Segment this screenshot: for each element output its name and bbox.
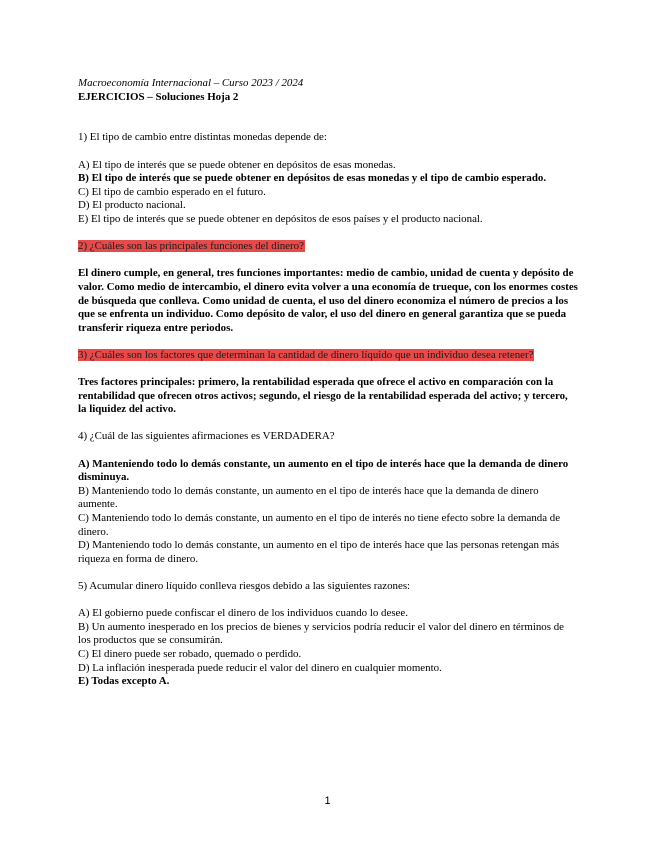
- q5-option-a: A) El gobierno puede confiscar el dinero de los individuos cuando lo desee.: [78, 607, 408, 620]
- q1-option-e: E) El tipo de interés que se puede obtener en depósitos de esos países y el producto nacional.: [78, 212, 483, 225]
- q1-option-b-correct: B) El tipo de interés que se puede obtener en depósitos de esas monedas y el tipo de cambio esperado.: [78, 172, 547, 185]
- question-1: 1) El tipo de cambio entre distintas monedas depende de:: [78, 131, 327, 144]
- q5-option-e-correct: E) Todas excepto A.: [78, 675, 170, 688]
- q5-option-b: B) Un aumento inesperado en los precios de bienes y servicios podría reducir el valor del dinero en términos de los productos que se consumirán.: [78, 620, 564, 647]
- q1-option-d: D) El producto nacional.: [78, 199, 186, 212]
- page-number: 1: [324, 795, 331, 807]
- question-5: 5) Acumular dinero líquido conlleva riesgos debido a las siguientes razones:: [78, 579, 411, 592]
- page-title: EJERCICIOS – Soluciones Hoja 2: [78, 90, 239, 103]
- q1-option-c: C) El tipo de cambio esperado en el futuro.: [78, 185, 266, 198]
- q1-option-a: A) El tipo de interés que se puede obtener en depósitos de esas monedas.: [78, 158, 396, 171]
- q4-option-b: B) Manteniendo todo lo demás constante, un aumento en el tipo de interés hace que la demanda de dinero aumente.: [78, 484, 539, 511]
- q4-option-d: D) Manteniendo todo lo demás constante, un aumento en el tipo de interés hace que las personas retengan más riqueza en forma de dinero.: [78, 539, 560, 565]
- q4-option-c: C) Manteniendo todo lo demás constante, un aumento en el tipo de interés no tiene efecto sobre la demanda de dinero.: [78, 512, 561, 538]
- document-body: [78, 77, 578, 689]
- q4-option-a-correct: A) Manteniendo todo lo demás constante, un aumento en el tipo de interés hace que la demanda de dinero disminuya.: [78, 457, 569, 484]
- question-2-highlighted: 2) ¿Cuáles son las principales funciones del dinero?: [78, 240, 304, 253]
- question-3-highlighted: 3) ¿Cuáles son los factores que determinan la cantidad de dinero líquido que un individuo desea retener?: [78, 348, 534, 361]
- course-header: Macroeconomía Internacional – Curso 2023 / 2024: [78, 77, 304, 89]
- question-4: 4) ¿Cuál de las siguientes afirmaciones es VERDADERA?: [78, 430, 335, 443]
- q5-option-c: C) El dinero puede ser robado, quemado o perdido.: [78, 647, 302, 660]
- q5-option-d: D) La inflación inesperada puede reducir el valor del dinero en cualquier momento.: [78, 661, 442, 674]
- q2-answer: El dinero cumple, en general, tres funciones importantes: medio de cambio, unidad de cuenta y depósito de valor. Como medio de intercambio, el dinero evita volver a una economía de trueque, con los enormes costes de búsqueda que conlleva. Como unidad de cuenta, el uso del dinero economiza el número de precios a los que se enfrenta un individuo. Como depósito de valor, el uso del dinero en general garantiza que se pueda transferir riqueza entre periodos.: [78, 267, 578, 334]
- q3-answer: Tres factores principales: primero, la rentabilidad esperada que ofrece el activo en comparación con la rentabilidad que ofrecen otros activos; segundo, el riesgo de la rentabilidad esperada del activo; y tercero, la liquidez del activo.: [78, 376, 568, 416]
